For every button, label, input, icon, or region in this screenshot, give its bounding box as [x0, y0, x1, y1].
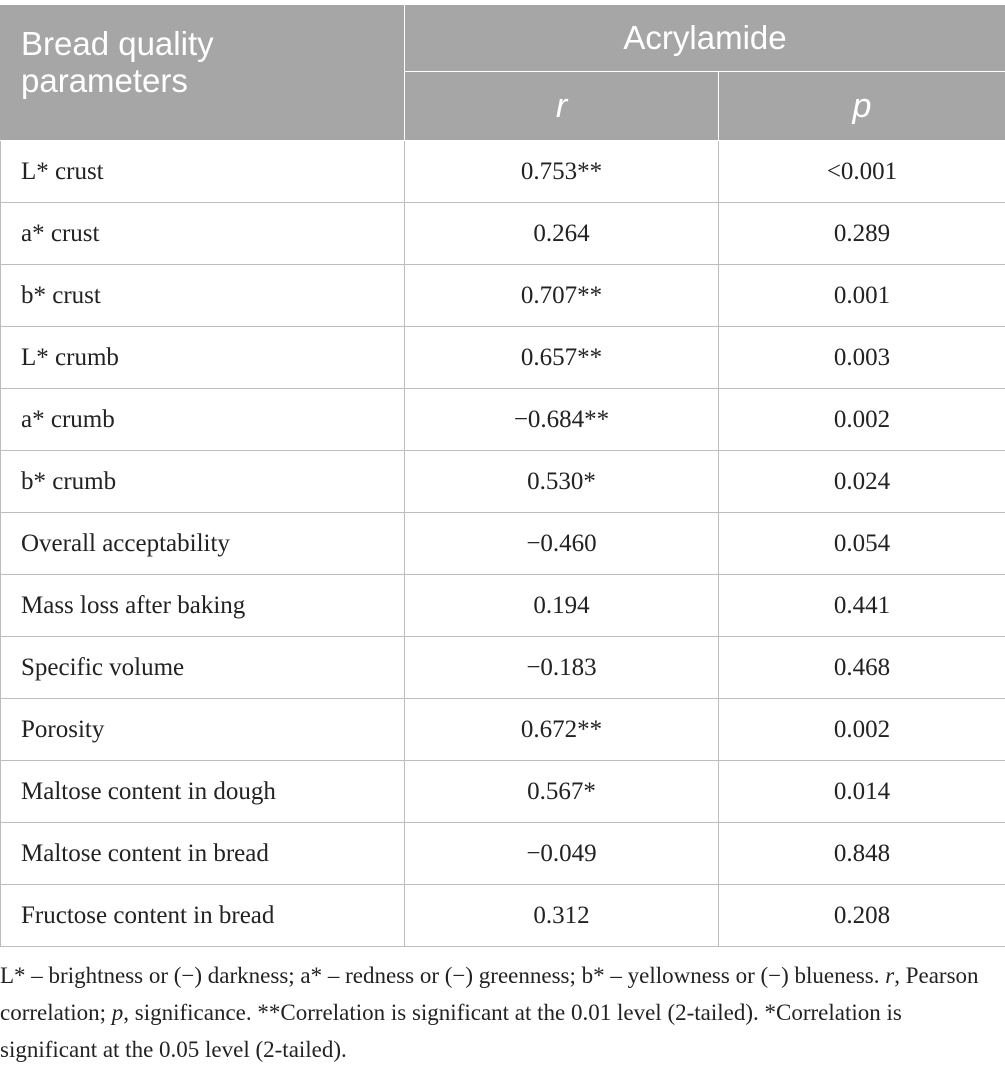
- table-header: [1, 5, 1005, 141]
- r-cell: 0.753**: [405, 141, 719, 203]
- r-cell: −0.460: [405, 513, 719, 575]
- param-cell: Fructose content in bread: [1, 885, 405, 947]
- p-cell: 0.054: [719, 513, 1005, 575]
- header-p: p: [719, 72, 1005, 141]
- param-cell: b* crust: [1, 265, 405, 327]
- r-cell: 0.707**: [405, 265, 719, 327]
- p-cell: 0.441: [719, 575, 1005, 637]
- table-row: [1, 699, 1005, 761]
- r-cell: −0.183: [405, 637, 719, 699]
- table-row: [1, 513, 1005, 575]
- param-cell: a* crumb: [1, 389, 405, 451]
- r-cell: 0.657**: [405, 327, 719, 389]
- table-row: [1, 823, 1005, 885]
- header-acrylamide: Acrylamide: [405, 5, 1005, 72]
- param-cell: Mass loss after baking: [1, 575, 405, 637]
- correlation-table: [0, 4, 1005, 947]
- table-row: [1, 637, 1005, 699]
- footnote-significance: , significance. **Correlation is significant at the 0.01 level (2-tailed). *Correlation is significant at the 0.05 level (2-tailed).: [0, 1000, 902, 1062]
- r-cell: −0.684**: [405, 389, 719, 451]
- r-cell: 0.567*: [405, 761, 719, 823]
- p-cell: 0.848: [719, 823, 1005, 885]
- param-cell: b* crumb: [1, 451, 405, 513]
- param-cell: Porosity: [1, 699, 405, 761]
- p-cell: 0.002: [719, 389, 1005, 451]
- header-r: r: [405, 72, 719, 141]
- table-row: [1, 389, 1005, 451]
- p-cell: 0.289: [719, 203, 1005, 265]
- p-cell: 0.024: [719, 451, 1005, 513]
- p-cell: 0.002: [719, 699, 1005, 761]
- table-row: [1, 265, 1005, 327]
- p-cell: 0.003: [719, 327, 1005, 389]
- table-row: [1, 885, 1005, 947]
- footnote-p-symbol: p: [111, 1000, 124, 1025]
- p-cell: 0.468: [719, 637, 1005, 699]
- p-cell: 0.208: [719, 885, 1005, 947]
- header-bread-quality-parameters: Bread quality parameters: [1, 5, 405, 141]
- r-cell: 0.530*: [405, 451, 719, 513]
- table-row: [1, 327, 1005, 389]
- table-row: [1, 141, 1005, 203]
- r-cell: 0.312: [405, 885, 719, 947]
- footnote-pearson: , Pearson correlation;: [0, 963, 979, 1025]
- r-cell: 0.264: [405, 203, 719, 265]
- param-cell: a* crust: [1, 203, 405, 265]
- param-cell: Specific volume: [1, 637, 405, 699]
- r-cell: −0.049: [405, 823, 719, 885]
- param-cell: L* crust: [1, 141, 405, 203]
- param-cell: Maltose content in dough: [1, 761, 405, 823]
- footnote-r-symbol: r: [885, 963, 895, 988]
- p-cell: 0.014: [719, 761, 1005, 823]
- correlation-table-container: [0, 4, 1005, 1068]
- footnote-abbreviations: L* – brightness or (−) darkness; a* – redness or (−) greenness; b* – yellowness or (−) blueness.: [0, 963, 886, 988]
- table-row: [1, 761, 1005, 823]
- r-cell: 0.194: [405, 575, 719, 637]
- r-cell: 0.672**: [405, 699, 719, 761]
- p-cell: 0.001: [719, 265, 1005, 327]
- param-cell: Maltose content in bread: [1, 823, 405, 885]
- table-row: [1, 203, 1005, 265]
- p-cell: <0.001: [719, 141, 1005, 203]
- table-row: [1, 451, 1005, 513]
- table-footnote: [0, 957, 985, 1068]
- table-body: [1, 141, 1005, 947]
- table-row: [1, 575, 1005, 637]
- param-cell: L* crumb: [1, 327, 405, 389]
- param-cell: Overall acceptability: [1, 513, 405, 575]
